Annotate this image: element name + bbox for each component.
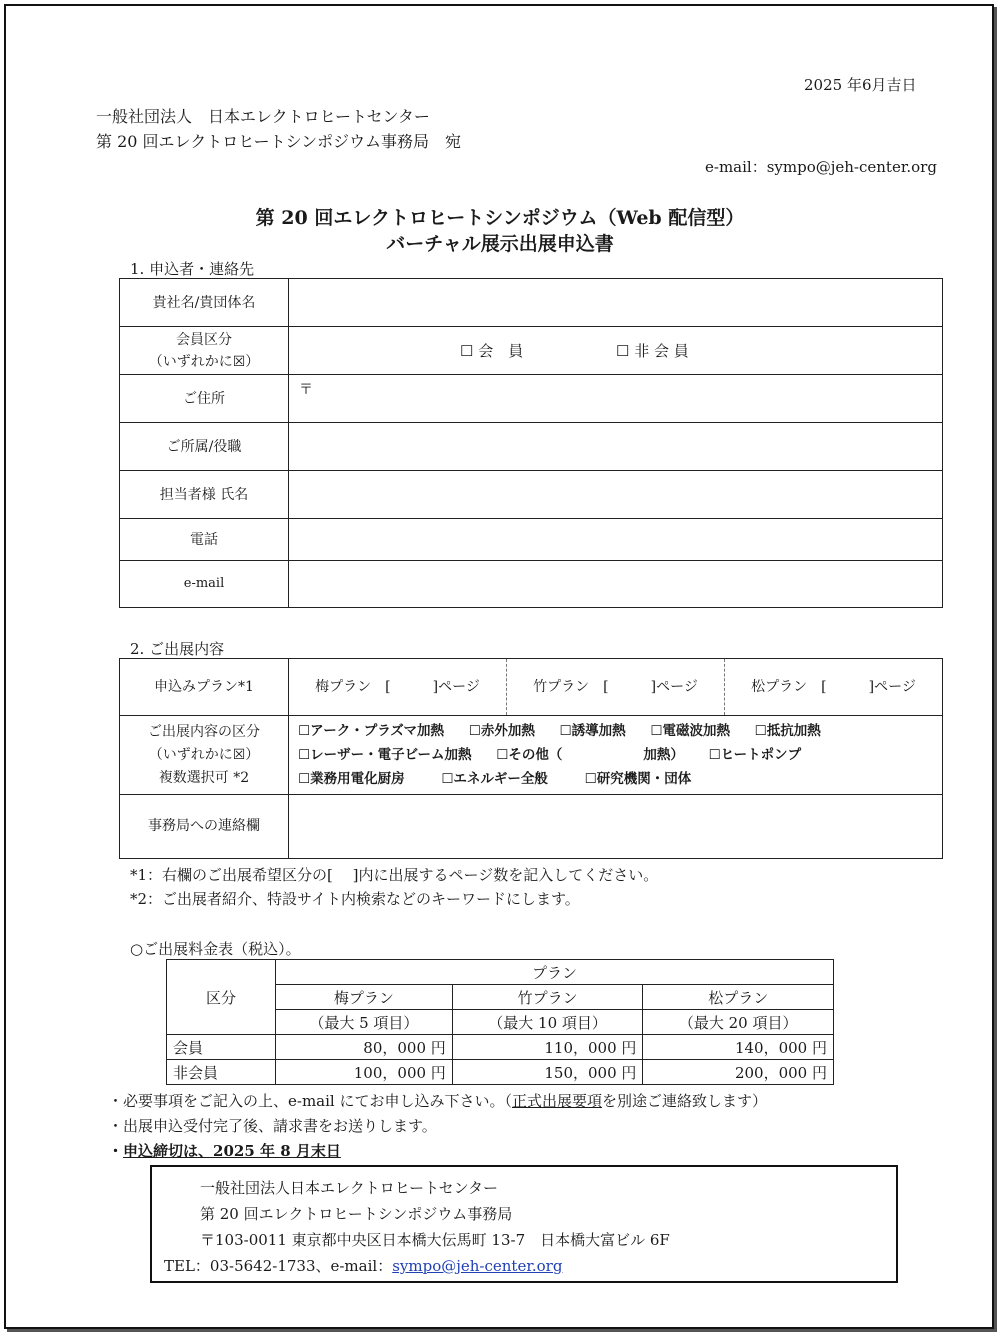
- member-type-field: [289, 327, 943, 375]
- applicant-table: [119, 278, 943, 608]
- cat-infrared[interactable]: ☐赤外加熱: [468, 723, 535, 739]
- fee-cell: 150，000 円: [452, 1060, 643, 1085]
- official-guide-link: 正式出展要項: [511, 1092, 602, 1110]
- fee-plan-take: 竹プラン: [452, 985, 643, 1010]
- bullet-1-post: を別途ご連絡致します）: [602, 1092, 768, 1110]
- fee-cell: 100，000 円: [276, 1060, 453, 1085]
- fee-cell: 80，000 円: [276, 1035, 453, 1060]
- plan-take[interactable]: 竹プラン [ ]ページ: [506, 659, 724, 715]
- category-label-2: （いずれかに☒）: [148, 746, 260, 763]
- fee-cell: 110，000 円: [452, 1035, 643, 1060]
- note-2: *2：ご出展者紹介、特設サイト内検索などのキーワードにします。: [130, 890, 580, 908]
- category-label-1: ご出展内容の区分: [148, 723, 260, 740]
- cat-resistance[interactable]: ☐抵抗加熱: [754, 723, 821, 739]
- fee-plan-header: プラン: [276, 960, 834, 985]
- member-type-label: [120, 327, 289, 375]
- email-field[interactable]: [289, 561, 943, 608]
- cat-laser-ebeam[interactable]: ☐レーザー・電子ビーム加熱: [298, 747, 472, 763]
- fee-row-label: 会員: [167, 1035, 276, 1060]
- phone-label: 電話: [120, 519, 289, 561]
- fee-plan-take-max: （最大 10 項目）: [452, 1010, 643, 1035]
- category-label-3: 複数選択可 *2: [158, 769, 250, 786]
- category-row-2: [290, 743, 941, 767]
- section1-heading: 1. 申込者・連絡先: [130, 260, 255, 278]
- email-label: e-mail: [120, 561, 289, 608]
- cat-induction[interactable]: ☐誘導加熱: [559, 723, 626, 739]
- phone-field[interactable]: [289, 519, 943, 561]
- address-label: ご住所: [120, 375, 289, 423]
- date: 2025 年6月吉日: [804, 76, 917, 94]
- category-row-3: [290, 767, 941, 791]
- fee-cell: 140，000 円: [643, 1035, 834, 1060]
- contact-tel-line: [164, 1255, 562, 1276]
- fee-plan-matsu-max: （最大 20 項目）: [643, 1010, 834, 1035]
- cat-arc-plasma[interactable]: ☐アーク・プラズマ加熱: [298, 723, 445, 739]
- cat-kitchen[interactable]: ☐業務用電化厨房: [298, 771, 405, 787]
- company-field[interactable]: [289, 279, 943, 327]
- member-type-label-1: 会員区分: [176, 331, 232, 348]
- plan-ume[interactable]: 梅プラン [ ]ページ: [315, 679, 480, 695]
- address-field[interactable]: [289, 375, 943, 423]
- bullet-2: ・出展申込受付完了後、請求書をお送りします。: [108, 1117, 437, 1135]
- bullet-1-pre: ・必要事項をご記入の上、e-mail にてお申し込み下さい。（: [108, 1092, 512, 1110]
- contact-box: [150, 1165, 898, 1283]
- fee-cell: 200，000 円: [643, 1060, 834, 1085]
- office-contact-label: 事務局への連絡欄: [120, 795, 289, 859]
- cat-heatpump[interactable]: ☐ヒートポンプ: [708, 747, 802, 763]
- dept-label: ご所属/役職: [120, 423, 289, 471]
- fee-heading: ○ご出展料金表（税込）。: [130, 940, 301, 958]
- contact-address: 〒103-0011 東京都中央区日本橋大伝馬町 13-7 日本橋大富ビル 6F: [200, 1231, 670, 1249]
- fee-plan-ume: 梅プラン: [276, 985, 453, 1010]
- bullet-3: [108, 1140, 341, 1161]
- person-field[interactable]: [289, 471, 943, 519]
- member-checkbox[interactable]: ☐ 会 員: [460, 342, 524, 360]
- member-type-label-2: （いずれかに☒）: [148, 353, 260, 370]
- plan-cell: [289, 659, 943, 716]
- contact-org: 一般社団法人日本エレクトロヒートセンター: [200, 1179, 499, 1197]
- recipient-line1: 一般社団法人 日本エレクトロヒートセンター: [96, 107, 430, 126]
- category-row-1: [290, 719, 941, 743]
- header-email: e-mail：sympo@jeh-center.org: [705, 158, 937, 176]
- nonmember-checkbox[interactable]: ☐ 非 会 員: [616, 342, 689, 360]
- company-label: 貴社名/貴団体名: [120, 279, 289, 327]
- dept-field[interactable]: [289, 423, 943, 471]
- contact-tel: TEL：03-5642-1733、e-mail：: [164, 1257, 393, 1275]
- office-contact-field[interactable]: [289, 795, 943, 859]
- bullet-1: [108, 1090, 767, 1111]
- fee-category-header: 区分: [167, 960, 276, 1035]
- cat-research[interactable]: ☐研究機関・団体: [584, 771, 692, 787]
- contact-office: 第 20 回エレクトロヒートシンポジウム事務局: [200, 1205, 513, 1223]
- exhibit-table: [119, 658, 943, 859]
- person-label: 担当者様 氏名: [120, 471, 289, 519]
- contact-email-link[interactable]: sympo@jeh-center.org: [392, 1257, 563, 1275]
- category-label: [120, 716, 289, 795]
- fee-table: [166, 959, 834, 1085]
- cat-energy[interactable]: ☐エネルギー全般: [441, 771, 548, 787]
- postal-mark: 〒: [299, 382, 313, 398]
- title-line2: バーチャル展示出展申込書: [386, 233, 614, 255]
- fee-row-label: 非会員: [167, 1060, 276, 1085]
- cat-microwave[interactable]: ☐電磁波加熱: [650, 723, 730, 739]
- section2-heading: 2. ご出展内容: [130, 640, 225, 658]
- cat-other[interactable]: ☐その他（ 加熱）: [496, 747, 684, 763]
- deadline-text: 申込締切は、2025 年 8 月末日: [123, 1142, 341, 1160]
- category-options: [289, 716, 943, 795]
- fee-plan-matsu: 松プラン: [643, 985, 834, 1010]
- recipient-line2: 第 20 回エレクトロヒートシンポジウム事務局 宛: [96, 132, 462, 151]
- note-1: *1：右欄のご出展希望区分の[ ]内に出展するページ数を記入してください。: [130, 866, 659, 884]
- fee-plan-ume-max: （最大 5 項目）: [276, 1010, 453, 1035]
- bullet-3-dot: ・: [108, 1142, 124, 1160]
- plan-matsu[interactable]: 松プラン [ ]ページ: [724, 659, 942, 715]
- plan-label: 申込みプラン*1: [120, 659, 289, 716]
- title-line1: 第 20 回エレクトロヒートシンポジウム（Web 配信型）: [255, 207, 745, 229]
